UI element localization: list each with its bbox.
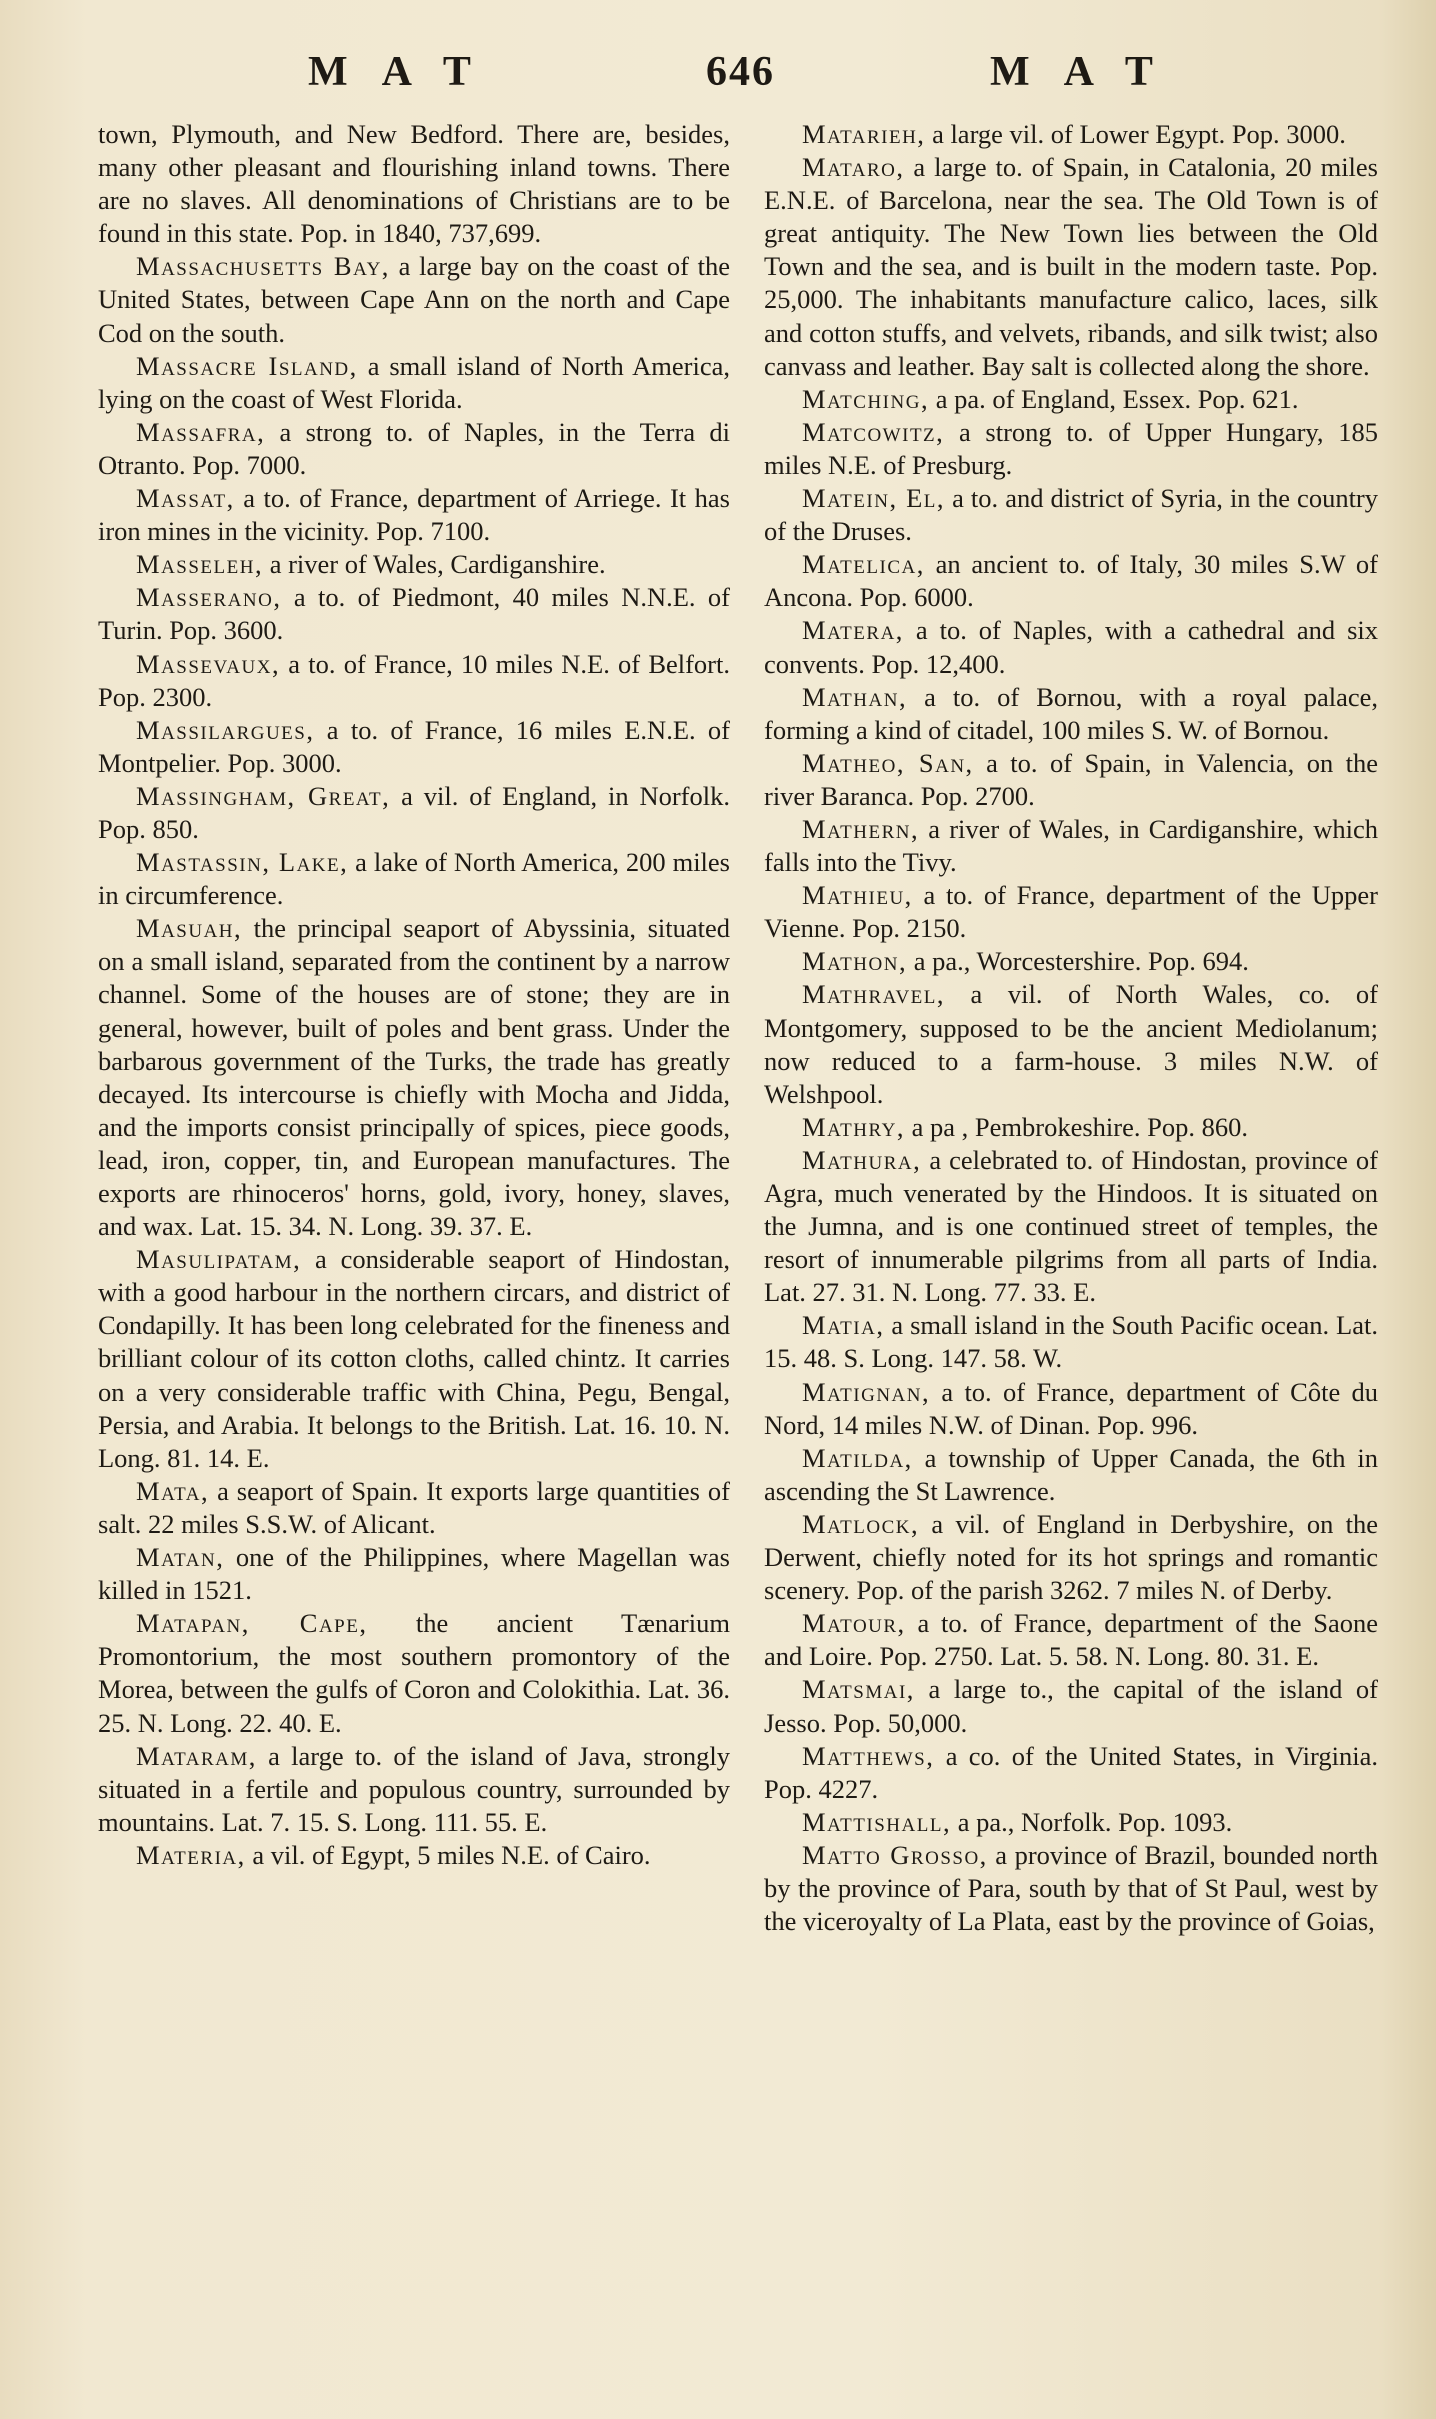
gazetteer-entry — [764, 747, 1378, 813]
entry-text: an ancient to. of Italy, 30 miles S.W of Ancona. Pop. 6000. — [764, 549, 1378, 613]
gazetteer-entry — [764, 1806, 1378, 1839]
gazetteer-entry — [764, 1839, 1378, 1938]
gazetteer-entry — [98, 1839, 730, 1872]
entry-headword: Matto Grosso, — [802, 1839, 988, 1870]
gazetteer-entry — [764, 1740, 1378, 1806]
gazetteer-entry — [98, 714, 730, 780]
gazetteer-entry — [98, 250, 730, 349]
entry-headword: Matarieh, — [802, 119, 926, 149]
entry-headword: Mathern, — [802, 813, 920, 844]
gazetteer-entry — [98, 416, 730, 482]
entry-text: a to. and district of Syria, in the country of the Druses. — [764, 483, 1379, 547]
entry-text: a to. of Naples, with a cathedral and six convents. Pop. 12,400. — [764, 615, 1378, 679]
entry-headword: Materia, — [136, 1839, 246, 1870]
entry-headword: Mattishall, — [802, 1806, 952, 1837]
entry-headword: Matan, — [136, 1542, 225, 1573]
entry-text: a lake of North America, 200 miles in circumference. — [98, 847, 730, 911]
entry-text: a river of Wales, in Cardiganshire, which falls into the Tivy. — [764, 813, 1378, 878]
entry-headword: Mathon, — [802, 946, 908, 977]
gazetteer-entry — [764, 1607, 1378, 1673]
entry-text: a large to. of the island of Java, strongly situated in a fertile and populous country, surrounded by mountains. Lat. 7. 15. S. Long. 111. 55. E. — [98, 1740, 730, 1837]
left-column — [98, 118, 730, 1872]
entry-text: a strong to. of Naples, in the Terra di Otranto. Pop. 7000. — [98, 416, 730, 480]
entry-headword: Matapan, Cape, — [136, 1608, 368, 1639]
entry-headword: Massingham, Great, — [136, 780, 391, 811]
entry-headword: Matilda, — [802, 1442, 913, 1473]
gazetteer-entry — [98, 350, 730, 416]
entry-text: a township of Upper Canada, the 6th in ascending the St Lawrence. — [764, 1442, 1378, 1506]
entry-text: a considerable seaport of Hindostan, with a good harbour in the northern circars, and district of Condapilly. It has been long celebrated for the fineness and brilliant colour of its cotton cloths, called chintz. It carries on a very considerable traffic with China, Pegu, Bengal, Persia, and Arabia. It belongs to the British. Lat. 16. 10. N. Long. 81. 14. E. — [98, 1244, 730, 1473]
entry-headword: Matlock, — [802, 1508, 920, 1539]
entry-text: a vil. of North Wales, co. of Montgomery, supposed to be the ancient Mediolanum; now reduced to a farm-house. 3 miles N.W. of Welshpool. — [764, 979, 1378, 1109]
gazetteer-entry — [764, 1309, 1378, 1375]
entry-text: a to. of France, department of the Upper Vienne. Pop. 2150. — [764, 880, 1378, 944]
running-header — [0, 48, 1436, 108]
gazetteer-entry — [98, 581, 730, 647]
gazetteer-entry — [98, 1475, 730, 1541]
gazetteer-entry — [98, 912, 730, 1243]
entry-headword: Mathry, — [802, 1111, 905, 1142]
gazetteer-entry — [98, 548, 730, 581]
entry-headword: Mataram, — [136, 1740, 257, 1771]
entry-headword: Masulipatam, — [136, 1244, 302, 1275]
gazetteer-entry — [98, 1607, 730, 1739]
entry-headword: Matcowitz, — [802, 416, 945, 447]
gazetteer-entry — [764, 1144, 1378, 1309]
entry-headword: Massilargues, — [136, 714, 315, 745]
gazetteer-entry — [764, 1376, 1378, 1442]
gazetteer-entry — [764, 813, 1378, 879]
gazetteer-entry — [764, 383, 1378, 416]
entry-text: a pa , Pembrokeshire. Pop. 860. — [904, 1111, 1248, 1142]
entry-text: a to. of France, department of Côte du Nord, 14 miles N.W. of Dinan. Pop. 996. — [764, 1376, 1378, 1440]
entry-text: a large bay on the coast of the United States, between Cape Ann on the north and Cape Cod on the south. — [98, 251, 730, 348]
entry-text: a small island of North America, lying on the coast of West Florida. — [98, 350, 730, 414]
gazetteer-entry — [98, 846, 730, 912]
entry-text: a to. of Bornou, with a royal palace, forming a kind of citadel, 100 miles S. W. of Bornou. — [764, 681, 1378, 745]
gazetteer-entry — [98, 118, 730, 250]
page-number: 646 — [706, 49, 775, 95]
entry-headword: Matsmai, — [802, 1674, 915, 1705]
entry-text: a to. of France, 10 miles N.E. of Belfort. Pop. 2300. — [98, 648, 730, 712]
entry-headword: Mathan, — [802, 681, 908, 712]
gazetteer-entry — [764, 548, 1378, 614]
right-column — [764, 118, 1378, 1938]
entry-text: a province of Brazil, bounded north by the province of Para, south by that of St Paul, west by the viceroyalty of La Plata, east by the province of Goias, — [764, 1839, 1378, 1937]
entry-text: the principal seaport of Abyssinia, situated on a small island, separated from the continent by a narrow channel. Some of the houses are of stone; they are in general, however, built of poles and bent grass. Under the barbarous government of the Turks, the trade has greatly decayed. Its intercourse is chiefly with Mocha and Jidda, and the imports consist principally of spices, piece goods, lead, iron, copper, tin, and European manufactures. The exports are rhinoceros' horns, gold, ivory, honey, slaves, and wax. Lat. 15. 34. N. Long. 39. 37. E. — [98, 913, 730, 1242]
entry-headword: Mataro, — [802, 152, 905, 183]
gazetteer-entry — [764, 151, 1378, 383]
entry-headword: Mathura, — [802, 1144, 922, 1175]
entry-text: a vil. of England, in Norfolk. Pop. 850. — [98, 780, 730, 844]
gazetteer-entry — [764, 1673, 1378, 1739]
entry-headword: Matelica, — [802, 549, 925, 580]
header-right-word: MAT — [990, 49, 1187, 95]
entry-text: a to. of France, 16 miles E.N.E. of Montpelier. Pop. 3000. — [98, 714, 730, 778]
entry-text: a to. of France, department of Arriege. It has iron mines in the vicinity. Pop. 7100. — [98, 483, 730, 547]
entry-text: a strong to. of Upper Hungary, 185 miles N.E. of Presburg. — [764, 416, 1378, 480]
entry-headword: Matera, — [802, 615, 904, 646]
gazetteer-entry — [764, 1111, 1378, 1144]
entry-text: a seaport of Spain. It exports large quantities of salt. 22 miles S.S.W. of Alicant. — [98, 1475, 730, 1539]
entry-headword: Matignan, — [802, 1376, 931, 1407]
gazetteer-entry — [764, 1442, 1378, 1508]
entry-text: a pa., Worcestershire. Pop. 694. — [907, 946, 1249, 977]
gazetteer-entry — [764, 1508, 1378, 1607]
entry-headword: Mastassin, Lake, — [136, 847, 349, 878]
gazetteer-entry — [764, 614, 1378, 680]
entry-text: a pa., Norfolk. Pop. 1093. — [951, 1806, 1233, 1837]
entry-text: town, Plymouth, and New Bedford. There are, besides, many other pleasant and flourishing inland towns. There are no slaves. All denominations of Christians are to be found in this state. Pop. in 1840, 737,699. — [98, 119, 730, 249]
entry-headword: Massacre Island, — [136, 350, 358, 381]
entry-text: a celebrated to. of Hindostan, province of Agra, much venerated by the Hindoos. It is situated on the Jumna, and is one continued street of temples, the resort of innumerable pilgrims from all parts of India. Lat. 27. 31. N. Long. 77. 33. E. — [764, 1144, 1378, 1308]
entry-text: a small island in the South Pacific ocean. Lat. 15. 48. S. Long. 147. 58. W. — [764, 1310, 1378, 1374]
entry-text: a river of Wales, Cardiganshire. — [263, 549, 606, 580]
entry-headword: Mathieu, — [802, 880, 913, 911]
entry-headword: Matein, El, — [802, 483, 946, 514]
gazetteer-entry — [98, 482, 730, 548]
entry-text: a vil. of England in Derbyshire, on the Derwent, chiefly noted for its hot springs and romantic scenery. Pop. of the parish 3262. 7 miles N. of Derby. — [764, 1508, 1378, 1606]
entry-headword: Matour, — [802, 1608, 906, 1639]
gazetteer-entry — [764, 945, 1378, 978]
entry-text: a to. of Piedmont, 40 miles N.N.E. of Turin. Pop. 3600. — [98, 582, 730, 646]
gazetteer-entry — [764, 681, 1378, 747]
entry-headword: Massat, — [136, 483, 235, 514]
entry-text: a large to. of Spain, in Catalonia, 20 miles E.N.E. of Barcelona, near the sea. The Old Town is of great antiquity. The New Town lies between the Old Town and the sea, and is built in the modern taste. Pop. 25,000. The inhabitants manufacture calico, laces, silk and cotton stuffs, and velvets, ribands, and silk twist; also canvass and leather. Bay salt is collected along the shore. — [764, 152, 1378, 381]
entry-headword: Massevaux, — [136, 648, 281, 679]
entry-text: a pa. of England, Essex. Pop. 621. — [929, 383, 1299, 414]
entry-headword: Massafra, — [136, 416, 266, 447]
gazetteer-entry — [98, 648, 730, 714]
entry-text: a to. of France, department of the Saone and Loire. Pop. 2750. Lat. 5. 58. N. Long. 80. 31. E. — [764, 1608, 1378, 1672]
entry-text: a large to., the capital of the island of Jesso. Pop. 50,000. — [764, 1674, 1378, 1738]
gazetteer-entry — [764, 978, 1378, 1110]
gazetteer-entry — [98, 1740, 730, 1839]
gazetteer-entry — [764, 118, 1378, 151]
entry-headword: Matia, — [802, 1310, 885, 1341]
entry-headword: Matheo, San, — [802, 747, 974, 778]
gazetteer-entry — [764, 482, 1378, 548]
entry-headword: Masseleh, — [136, 549, 264, 580]
entry-text: a to. of Spain, in Valencia, on the river Baranca. Pop. 2700. — [764, 747, 1378, 811]
gazetteer-entry — [98, 780, 730, 846]
entry-headword: Mata, — [136, 1475, 210, 1506]
gazetteer-entry — [764, 879, 1378, 945]
gazetteer-entry — [98, 1243, 730, 1475]
entry-headword: Masuah, — [136, 913, 243, 944]
entry-text: a large vil. of Lower Egypt. Pop. 3000. — [925, 119, 1346, 149]
entry-headword: Matthews, — [802, 1740, 935, 1771]
entry-text: a vil. of Egypt, 5 miles N.E. of Cairo. — [245, 1839, 651, 1870]
gazetteer-entry — [764, 416, 1378, 482]
entry-text: one of the Philippines, where Magellan was killed in 1521. — [98, 1542, 730, 1606]
entry-headword: Mathravel, — [802, 979, 946, 1010]
entry-text: a co. of the United States, in Virginia. Pop. 4227. — [764, 1740, 1378, 1804]
entry-text: the ancient Tænarium Promontorium, the most southern promontory of the Morea, between the gulfs of Coron and Colokithia. Lat. 36. 25. N. Long. 22. 40. E. — [98, 1608, 730, 1738]
header-left-word: MAT — [308, 49, 505, 95]
gazetteer-entry — [98, 1541, 730, 1607]
entry-headword: Massachusetts Bay, — [136, 251, 390, 282]
entry-headword: Matching, — [802, 383, 930, 414]
entry-headword: Masserano, — [136, 582, 282, 613]
